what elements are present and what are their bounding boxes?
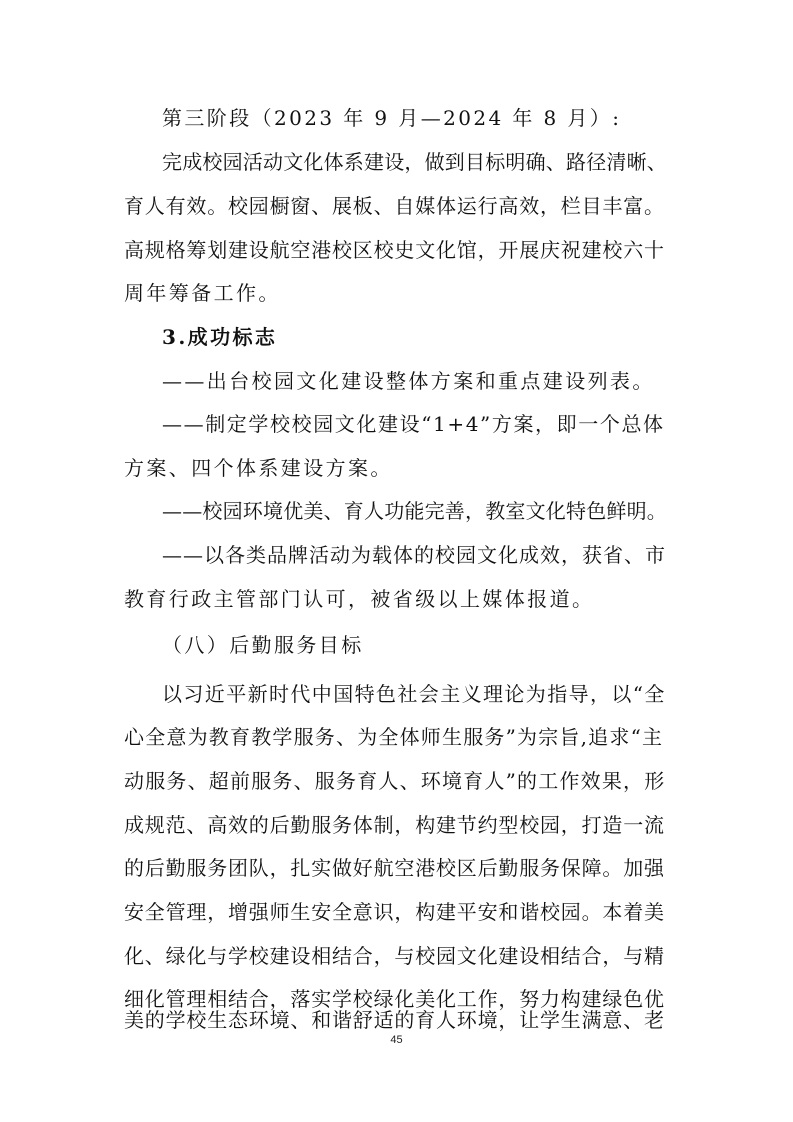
section8-line: 成规范、高效的后勤服务体制，构建节约型校园，打造一流 [124, 813, 665, 837]
success-line: ——以各类品牌活动为载体的校园文化成效，获省、市 [162, 543, 666, 567]
stage3-line: 高规格筹划建设航空港校区校史文化馆，开展庆祝建校六十 [124, 238, 665, 262]
stage3-line: 周年筹备工作。 [124, 281, 281, 305]
section8-heading: （八）后勤服务目标 [162, 633, 364, 657]
section8-line: 细化管理相结合，落实学校绿化美化工作，努力构建绿色优 [124, 987, 665, 1011]
success-line: ——出台校园文化建设整体方案和重点建设列表。 [162, 369, 655, 393]
section8-line: 的后勤服务团队，扎实做好航空港校区后勤服务保障。加强 [124, 856, 665, 880]
success-line: ——校园环境优美、育人功能完善，教室文化特色鲜明。 [162, 499, 667, 523]
stage3-line: 育人有效。校园橱窗、展板、自媒体运行高效，栏目丰富。 [124, 194, 665, 218]
section8-line: 动服务、超前服务、服务育人、环境育人”的工作效果，形 [124, 769, 666, 793]
stage3-title: 第三阶段（2023 年 9 月—2024 年 8 月）: [162, 106, 622, 130]
success-line: 教育行政主管部门认可，被省级以上媒体报道。 [124, 587, 595, 611]
section8-line: 化、绿化与学校建设相结合，与校园文化建设相结合，与精 [124, 944, 665, 968]
success-heading: 3.成功标志 [162, 325, 278, 349]
page-number: 45 [390, 1034, 403, 1046]
section8-line: 安全管理，增强师生安全意识，构建平安和谐校园。本着美 [124, 900, 665, 924]
stage3-line: 完成校园活动文化体系建设，做到目标明确、路径清晰、 [162, 150, 667, 174]
section8-line: 美的学校生态环境、和谐舒适的育人环境，让学生满意、老 [124, 1008, 665, 1032]
section8-line: 心全意为教育教学服务、为全体师生服务”为宗旨,追求“主 [124, 725, 664, 749]
success-line: ——制定学校校园文化建设“1+4”方案，即一个总体 [162, 412, 665, 436]
section8-line: 以习近平新时代中国特色社会主义理论为指导，以“全 [162, 682, 666, 706]
success-line: 方案、四个体系建设方案。 [124, 456, 393, 480]
